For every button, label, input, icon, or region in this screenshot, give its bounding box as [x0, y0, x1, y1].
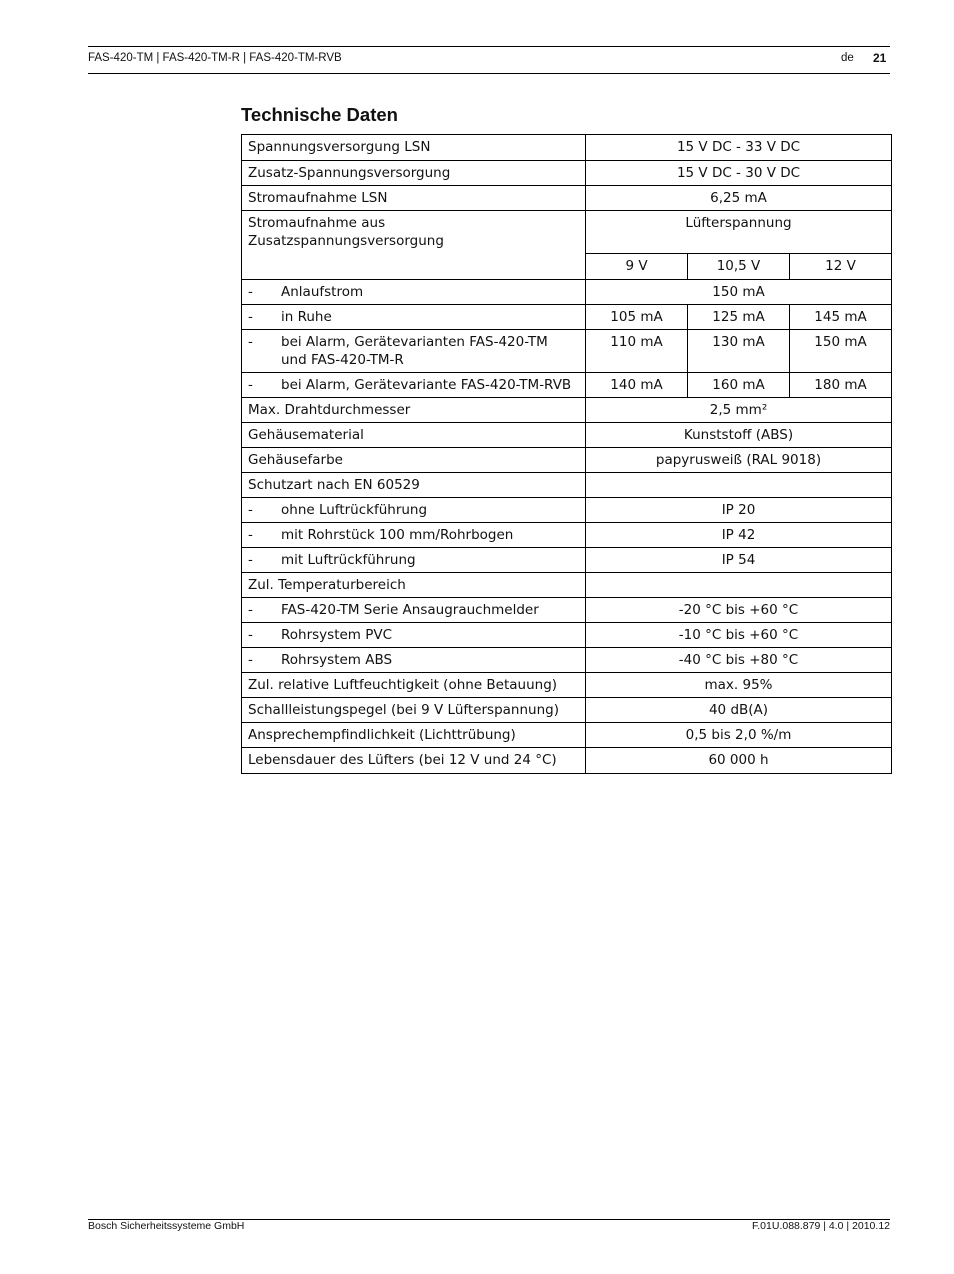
row-label: [242, 548, 586, 573]
bullet-dash: -: [248, 284, 253, 300]
row-label-text: [281, 333, 548, 369]
value-9v: 110 mA: [586, 330, 688, 373]
row-label: [242, 523, 586, 548]
row-value-empty: [586, 573, 892, 598]
row-label: Zusatz-Spannungsversorgung: [242, 161, 586, 186]
row-value: papyrusweiß (RAL 9018): [586, 448, 892, 473]
table-row: [242, 498, 892, 523]
row-label: Schallleistungspegel (bei 9 V Lüfterspannung): [242, 698, 586, 723]
header-page-number: 21: [873, 51, 887, 65]
value-9v: 105 mA: [586, 305, 688, 330]
table-row: [242, 448, 892, 473]
row-value: 15 V DC - 30 V DC: [586, 161, 892, 186]
row-label-text: Anlaufstrom: [281, 284, 364, 300]
row-value: 6,25 mA: [586, 186, 892, 211]
row-label: [242, 280, 586, 305]
row-value: 0,5 bis 2,0 %/m: [586, 723, 892, 748]
bullet-dash: -: [248, 502, 253, 518]
table-row: [242, 398, 892, 423]
row-label: [242, 373, 586, 398]
header-bottom-rule: [88, 73, 890, 74]
value-12v: 145 mA: [790, 305, 892, 330]
value-10-5v: 130 mA: [688, 330, 790, 373]
row-label: [242, 498, 586, 523]
row-value: 60 000 h: [586, 748, 892, 774]
row-label-text: mit Luftrückführung: [281, 552, 416, 568]
table-row: [242, 473, 892, 498]
section-title: Technische Daten: [241, 104, 398, 125]
row-label: Max. Drahtdurchmesser: [242, 398, 586, 423]
bullet-dash: -: [248, 377, 253, 393]
row-label: [242, 648, 586, 673]
header-top-rule: [88, 46, 890, 47]
row-label: Gehäusematerial: [242, 423, 586, 448]
row-value: IP 42: [586, 523, 892, 548]
voltage-12v: 12 V: [790, 254, 892, 280]
bullet-dash: -: [248, 652, 253, 668]
row-label: Schutzart nach EN 60529: [242, 473, 586, 498]
row-value: IP 20: [586, 498, 892, 523]
row-value: max. 95%: [586, 673, 892, 698]
row-value: -20 °C bis +60 °C: [586, 598, 892, 623]
table-row: [242, 623, 892, 648]
row-label: Zul. Temperaturbereich: [242, 573, 586, 598]
table-row: [242, 135, 892, 161]
bullet-dash: -: [248, 334, 253, 350]
table-row: [242, 211, 892, 254]
row-label: [242, 330, 586, 373]
row-label: [242, 211, 586, 280]
row-value: 15 V DC - 33 V DC: [586, 135, 892, 161]
row-label-text: mit Rohrstück 100 mm/Rohrbogen: [281, 527, 514, 543]
table-row: [242, 598, 892, 623]
fan-voltage-header: Lüfterspannung: [586, 211, 892, 254]
row-label-line2: und FAS-420-TM-R: [281, 352, 404, 368]
voltage-10-5v: 10,5 V: [688, 254, 790, 280]
row-label-text: Rohrsystem ABS: [281, 652, 393, 668]
row-label: Stromaufnahme LSN: [242, 186, 586, 211]
table-row: [242, 723, 892, 748]
bullet-dash: -: [248, 602, 253, 618]
table-row: [242, 648, 892, 673]
table-row: [242, 373, 892, 398]
row-label-line1: Stromaufnahme aus: [248, 215, 386, 231]
row-label-text: Rohrsystem PVC: [281, 627, 393, 643]
bullet-dash: -: [248, 309, 253, 325]
table-row: [242, 330, 892, 373]
table-row: [242, 186, 892, 211]
value-10-5v: 160 mA: [688, 373, 790, 398]
row-label-text: bei Alarm, Gerätevariante FAS-420-TM-RVB: [281, 377, 572, 393]
table-row: [242, 280, 892, 305]
row-value: -40 °C bis +80 °C: [586, 648, 892, 673]
value-12v: 150 mA: [790, 330, 892, 373]
header-doc-title: FAS-420-TM | FAS-420-TM-R | FAS-420-TM-RVB: [88, 52, 342, 64]
row-value-empty: [586, 473, 892, 498]
value-10-5v: 125 mA: [688, 305, 790, 330]
row-value: 2,5 mm²: [586, 398, 892, 423]
table-row: [242, 548, 892, 573]
table-row: [242, 161, 892, 186]
footer-company: Bosch Sicherheitssysteme GmbH: [88, 1220, 245, 1232]
table-row: [242, 673, 892, 698]
table-row: [242, 523, 892, 548]
value-9v: 140 mA: [586, 373, 688, 398]
row-label: Lebensdauer des Lüfters (bei 12 V und 24 °C): [242, 748, 586, 774]
row-label: Gehäusefarbe: [242, 448, 586, 473]
row-label-line1: bei Alarm, Gerätevarianten FAS-420-TM: [281, 334, 548, 350]
table-row: [242, 423, 892, 448]
row-value: IP 54: [586, 548, 892, 573]
row-label-line2: Zusatzspannungsversorgung: [248, 233, 444, 249]
row-label: [242, 598, 586, 623]
value-12v: 180 mA: [790, 373, 892, 398]
voltage-9v: 9 V: [586, 254, 688, 280]
table-row: [242, 305, 892, 330]
row-label-text: ohne Luftrückführung: [281, 502, 428, 518]
footer-doc-ref: F.01U.088.879 | 4.0 | 2010.12: [752, 1220, 890, 1232]
table-row: [242, 698, 892, 723]
row-label: [242, 305, 586, 330]
header-language: de: [841, 52, 854, 64]
bullet-dash: -: [248, 552, 253, 568]
table-row: [242, 573, 892, 598]
row-value: 40 dB(A): [586, 698, 892, 723]
row-label: Spannungsversorgung LSN: [242, 135, 586, 161]
row-label-text: in Ruhe: [281, 309, 332, 325]
bullet-dash: -: [248, 527, 253, 543]
row-label-text: FAS-420-TM Serie Ansaugrauchmelder: [281, 602, 539, 618]
bullet-dash: -: [248, 627, 253, 643]
row-value: -10 °C bis +60 °C: [586, 623, 892, 648]
row-label: Ansprechempfindlichkeit (Lichttrübung): [242, 723, 586, 748]
row-value: 150 mA: [586, 280, 892, 305]
row-value: Kunststoff (ABS): [586, 423, 892, 448]
table-row: [242, 748, 892, 774]
row-label: [242, 623, 586, 648]
technical-data-table: [241, 134, 892, 774]
row-label: Zul. relative Luftfeuchtigkeit (ohne Betauung): [242, 673, 586, 698]
